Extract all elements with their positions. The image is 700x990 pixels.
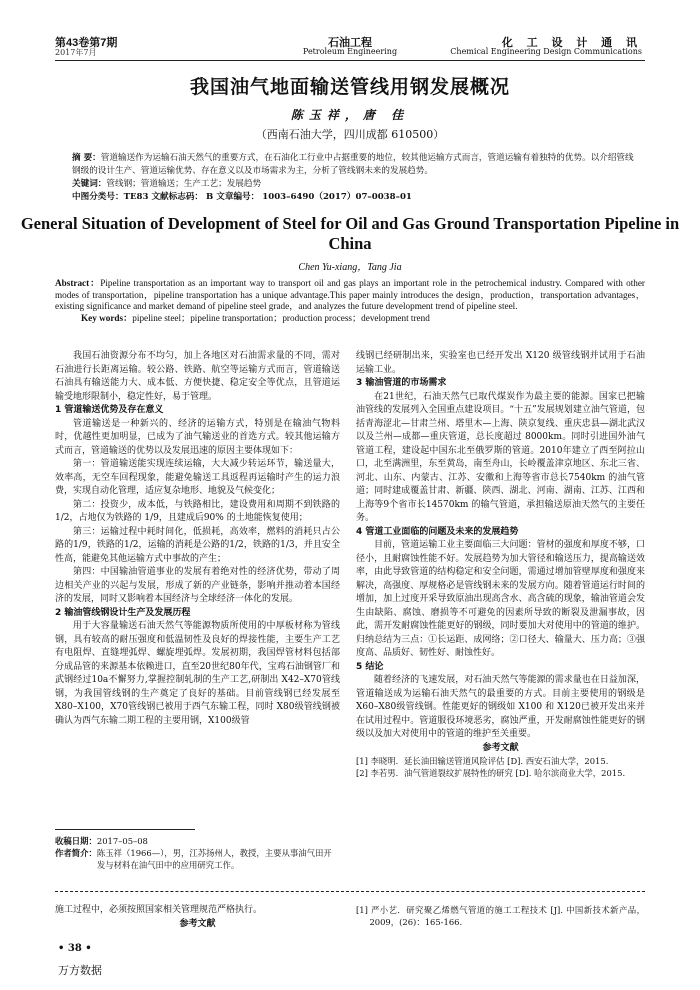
- abstract-en-label: Abstract：: [55, 278, 101, 288]
- watermark: 万方数据: [58, 964, 102, 977]
- reference-item: [1] 李晓明．延长油田输送管道风险评估 [D]. 西安石油大学，2015.: [356, 756, 609, 766]
- paragraph: 我国石油资源分布不均匀，加上各地区对石油需求量的不同，需对石油进行长距离运输。较公路、铁路、航空等运输方式而言，管道输送石油具有输送能力大、成本低、方便快捷、稳定安全等优点，且管道运输受地形限制小，稳定性好，易于管理。: [55, 351, 340, 402]
- journal-name-cn: 石油工程: [328, 36, 372, 49]
- affiliation-cn: （西南石油大学，四川成都 610500）: [255, 128, 445, 141]
- body-right-column: [356, 350, 645, 779]
- page-number: • 38 •: [58, 943, 92, 954]
- section-heading: 2 输油管线钢设计生产及发展历程: [55, 607, 191, 618]
- abstract-cn: [72, 152, 642, 204]
- footnote: [55, 835, 340, 871]
- journal-name-en: Petroleum Engineering: [302, 47, 398, 56]
- classification-line: 中图分类号：TE83 文献标志码： B 文章编号： 1003–6490（2017）07–0038–01: [72, 192, 412, 202]
- footnote-rule: [55, 829, 195, 830]
- paragraph: 施工过程中，必须按照国家相关管理规范严格执行。: [55, 905, 263, 915]
- reference-item: [1] 严小艺．研究聚乙烯燃气管道的施工工程技术 [J]. 中国新技术新产品，2009，(26)：165-166.: [356, 905, 645, 927]
- paragraph: 管道输送是一种新兴的、经济的运输方式，特别是在输油气物料时，优越性更加明显，已成为了油气输送业的首选方式。较其他运输方式而言，管道输送的优势以及发展迅速的原因主要体现如下：: [55, 418, 340, 456]
- references-title: 参考文献: [482, 742, 519, 753]
- abstract-cn-text: 管道输送作为运输石油天然气的重要方式，在石油化工行业中占据重要的地位，较其他运输方式而言，管道运输有着独特的优势。以介绍管线钢级的设计生产、管道运输优势、存在意义以及市场需求为主，分析了管线钢未来的发展趋势。: [72, 153, 634, 176]
- author-bio-label: 作者简介：: [55, 848, 97, 858]
- journal2-name-en: Chemical Engineering Design Communications: [450, 47, 642, 56]
- section-heading: 3 输油管道的市场需求: [356, 378, 447, 388]
- abstract-cn-label: 摘 要：: [72, 153, 101, 163]
- paragraph: 第一：管道输送能实现连续运输，大大减少转运环节，输送量大，效率高，无空车回程现象，能避免输送工具返程再运输时产生的运力浪费，实现自动化管理，适应复杂地形、地貌及气候变化；: [55, 459, 340, 496]
- article-separator: [55, 891, 645, 892]
- reference-item: [2] 李若男．油气管道裂纹扩展特性的研究 [D]. 哈尔滨商业大学，2015.: [356, 768, 626, 778]
- paragraph: 第四：中国输油管道事业的发展有着绝对性的经济优势，带动了周边相关产业的兴起与发展，形成了新的产业链条，影响并推动着本国经济的发展，同时又影响着本国经济与全球经济一体化的发展。: [55, 567, 340, 604]
- paragraph: 随着经济的飞速发展，对石油天然气等能源的需求量也在日益加深，管道输送成为运输石油天然气的最重要的方式。目前主要使用的钢级是 X60–X80级管线钢。性能更好的钢级如 X100 和 X120已被开发出来并在试用过程中。管道服役环境恶劣，腐蚀严重，开发耐腐蚀性能更好的钢级以及加大对使用中的管道的维护至关重要。: [356, 675, 645, 739]
- section-heading: 5 结论: [356, 661, 384, 672]
- received-label: 收稿日期：: [55, 836, 97, 846]
- title-en: General Situation of Development of Steel for Oil and Gas Ground Transportation Pipeline in China: [20, 214, 680, 253]
- title-cn: 我国油气地面输送管线用钢发展概况: [189, 76, 510, 98]
- body-left-column: [55, 350, 340, 728]
- bottom-right-fragment: [356, 904, 645, 928]
- abstract-en-text: Pipeline transportation as an important way to transport oil and gas plays an important role in the petrochemical industry. Compared with other modes of transportation，pipeline transportation has a unique advantage.This paper mainly introduces the design，production，transportation advantages，existing significance and market demand of pipeline steel grade，and analyzes the future development trend of pipeline steel.: [55, 278, 645, 312]
- issue-date: 2017年7月: [55, 48, 97, 57]
- paragraph: 第二：投资少，成本低，与铁路相比，建设费用和周期不到铁路的 1/2，占地仅为铁路的 1/9，且建成后90% 的土地能恢复使用；: [55, 499, 340, 523]
- paragraph: 目前，管道运输工业主要面临三大问题：管材的强度和厚度不够，口径小，且耐腐蚀性能不好。发展趋势为加大管径和输送压力，提高输送效率，由此导致管道的结构稳定和安全问题，需通过增加管壁厚度和强度来解决，高强度、厚规格必是管线钢未来的发展方向。随着管道运行时间的增加，加上过度开采导致原油出现高含水、高含硫的现象，输油管道会发生由缺陷、腐蚀、磨损等不可避免的因素所导致的断裂及泄漏事故，因此，需开发耐腐蚀性能更好的钢级，同时要加大对使用中的管道的维护。归纳总结为三点：①长运距、成网络；②口径大、输量大、压力高；③强度高、品质好、韧性好、耐蚀性好。: [356, 540, 645, 658]
- paragraph: 在21世纪，石油天然气已取代煤炭作为最主要的能源。国家已把输油管线的发展列入全国重点建设项目。“十五”发展规划建立油气管道，包括青海涩北—甘肃兰州、塔里木—上海、陕京复线、重庆忠县—湖北武汉以及兰州—成都—重庆管道，总长度超过 8000km。同时引进国外油气管道工程，建设起中国东北至俄罗斯的管道。2010年建立了西至阿拉山口，北至满洲里，东至黄岛，南至舟山，长岭覆盖津京地区、东北三省、河北、山东、内蒙古、江苏、安徽和上海等省市总长7540km 的油气管道；同时建成覆盖甘肃、新疆、陕西、湖北、河南、湖南、江苏、江西和上海等9个省市长14570km 的输气管道，承担输送原油天然气的主要任务。: [356, 391, 645, 523]
- paragraph: 线钢已经研制出来，实验室也已经开发出 X120 级管线钢并试用于石油运输工业。: [356, 351, 645, 375]
- header-rule: [55, 60, 645, 61]
- keywords-en: pipeline steel；pipeline transportation；production process；development trend: [132, 312, 430, 323]
- abstract-en: [55, 278, 645, 324]
- journal2-name-cn: 化 工 设 计 通 讯: [501, 36, 642, 49]
- section-heading: 1 管道输送优势及存在意义: [55, 405, 164, 415]
- paragraph: 第三：运输过程中耗时间化，低损耗，高效率，燃料的消耗只占公路的1/9，铁路的1/2，运输的消耗是公路的1/2，铁路的1/3，并且安全性高，能避免其他运输方式中事故的产生；: [55, 526, 340, 564]
- author-bio: 陈玉祥（1966—），男，江苏扬州人，教授，主要从事油气田开发与材料在油气田中的应用研究工作。: [96, 848, 332, 870]
- issue-label: 第43卷第7期: [55, 37, 118, 49]
- paragraph: 用于大容量输送石油天然气等能源物质所使用的中厚板材称为管线钢，具有较高的耐压强度和低温韧性及良好的焊接性能，主要生产工艺有电阻焊、直缝埋弧焊、螺旋埋弧焊。发展初期，我国焊管材料包括部分成品管的来源基本依赖进口，直至20世纪80年代，宝鸡石油钢管厂和武钢经过10a不懈努力,掌握控制轧制的生产工艺,研制出 X42–X70管线钢，为我国管线钢的生产奠定了良好的基础。目前管线钢已经发展至 X80–X100，X70管线钢已被用于西气东输工程，同时 X80级管线钢被确认为西气东输二期工程的主要用钢，X100级管: [55, 621, 340, 726]
- references-title: 参考文献: [179, 918, 216, 929]
- keywords-en-label: Key words：: [81, 312, 133, 323]
- authors-en: Chen Yu-xiang，Tang Jia: [298, 262, 402, 273]
- authors-cn: 陈玉祥，唐 佳: [290, 108, 410, 122]
- keywords-cn: 管线钢；管道输送；生产工艺；发展趋势: [106, 179, 262, 189]
- keywords-cn-label: 关键词：: [72, 179, 107, 189]
- bottom-left-fragment: [55, 904, 340, 931]
- received-date: 2017–05–08: [96, 836, 148, 846]
- section-heading: 4 管道工业面临的问题及未来的发展趋势: [356, 526, 519, 537]
